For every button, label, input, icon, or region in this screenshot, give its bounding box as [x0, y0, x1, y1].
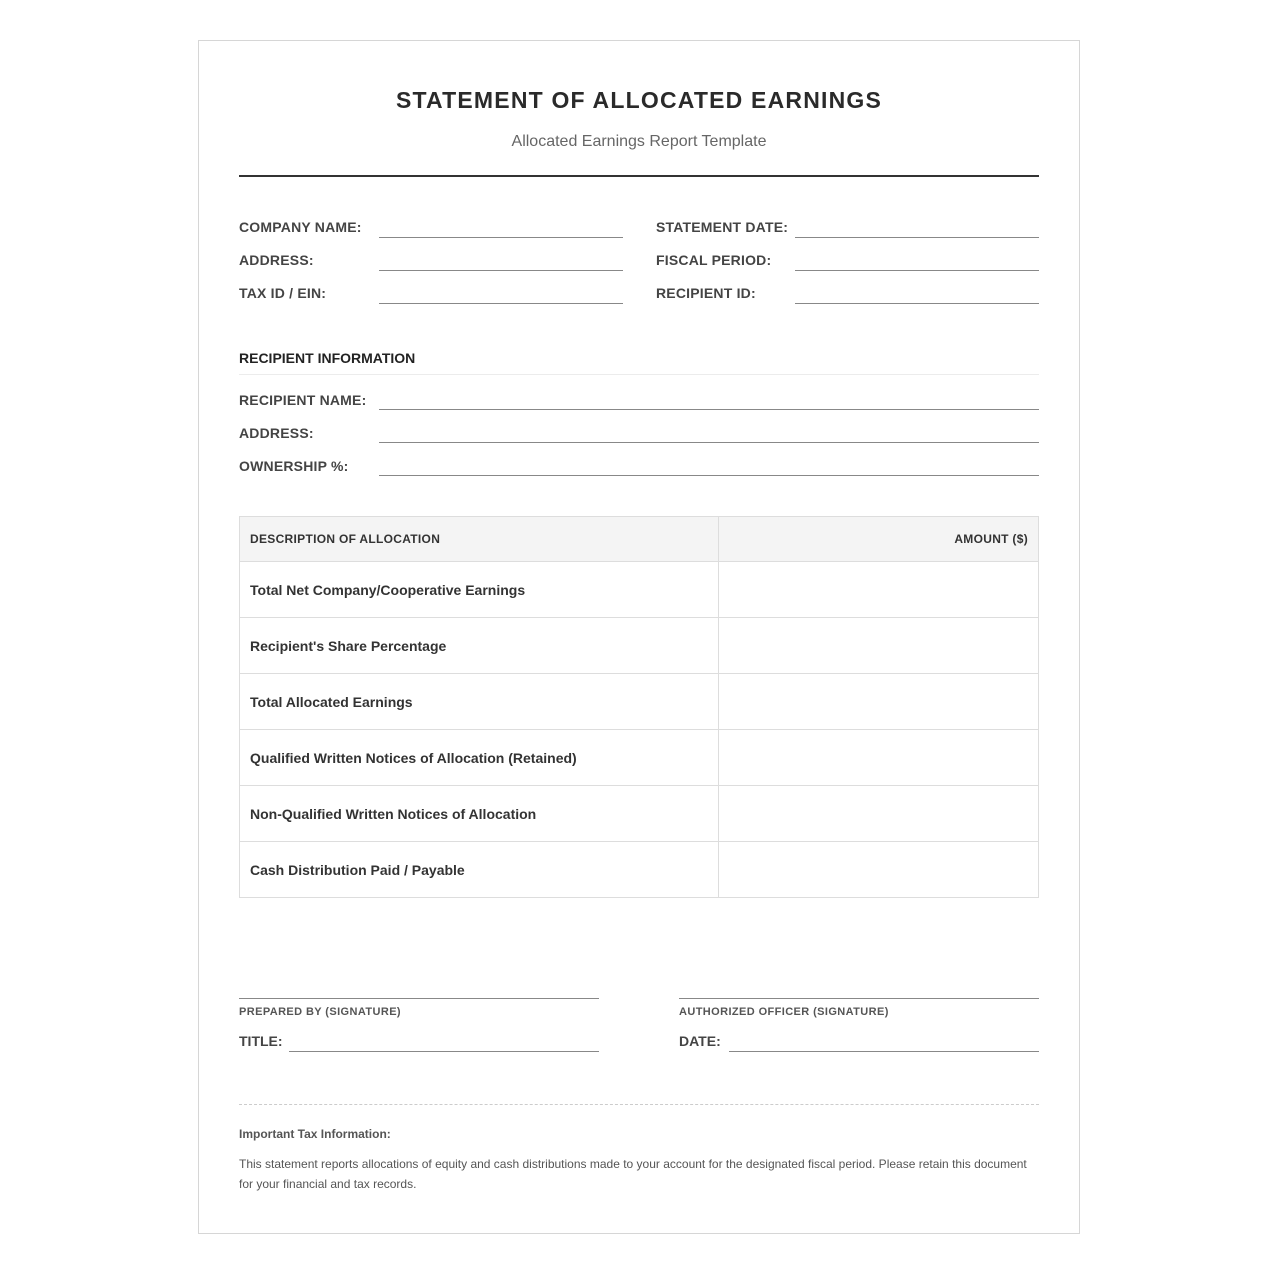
- recipient-section-divider: [239, 374, 1039, 375]
- description-column-header: DESCRIPTION OF ALLOCATION: [240, 517, 719, 562]
- title-label: TITLE:: [239, 1033, 283, 1049]
- table-row: [240, 562, 1039, 618]
- title-field[interactable]: [289, 1051, 599, 1052]
- recipient-id-field[interactable]: [795, 303, 1039, 304]
- ownership-label: OWNERSHIP %:: [239, 458, 349, 474]
- statement-date-field[interactable]: [795, 237, 1039, 238]
- allocation-description: Qualified Written Notices of Allocation (Retained): [240, 730, 719, 786]
- recipient-address-label: ADDRESS:: [239, 425, 314, 441]
- company-name-label: COMPANY NAME:: [239, 219, 362, 235]
- recipient-section-heading: RECIPIENT INFORMATION: [239, 350, 416, 366]
- authorized-officer-signature-line[interactable]: [679, 998, 1039, 999]
- document-title: STATEMENT OF ALLOCATED EARNINGS: [395, 87, 883, 113]
- prepared-by-caption: PREPARED BY (SIGNATURE): [239, 1006, 401, 1018]
- recipient-address-field[interactable]: [379, 442, 1039, 443]
- date-field[interactable]: [729, 1051, 1039, 1052]
- allocation-amount-cell[interactable]: [719, 618, 1039, 674]
- allocation-description: Total Net Company/Cooperative Earnings: [240, 562, 719, 618]
- allocation-amount-cell[interactable]: [719, 786, 1039, 842]
- fiscal-period-field[interactable]: [795, 270, 1039, 271]
- tax-info-body: This statement reports allocations of equity and cash distributions made to your account for the designated fiscal period. Please retain this document for your financial and tax records.: [239, 1157, 1027, 1191]
- fiscal-period-label: FISCAL PERIOD:: [656, 252, 772, 268]
- company-address-field[interactable]: [379, 270, 623, 271]
- tax-info-divider: [239, 1104, 1039, 1105]
- tax-id-field[interactable]: [379, 303, 623, 304]
- allocation-amount-cell[interactable]: [719, 730, 1039, 786]
- company-address-label: ADDRESS:: [239, 252, 314, 268]
- document-subtitle: Allocated Earnings Report Template: [511, 133, 767, 150]
- allocation-amount-cell[interactable]: [719, 562, 1039, 618]
- recipient-name-label: RECIPIENT NAME:: [239, 392, 367, 408]
- table-header-row: [240, 517, 1039, 562]
- authorized-officer-caption: AUTHORIZED OFFICER (SIGNATURE): [679, 1006, 889, 1018]
- allocation-description: Cash Distribution Paid / Payable: [240, 842, 719, 898]
- prepared-by-signature-line[interactable]: [239, 998, 599, 999]
- date-label: DATE:: [679, 1033, 721, 1049]
- allocation-description: Recipient's Share Percentage: [240, 618, 719, 674]
- allocation-amount-cell[interactable]: [719, 842, 1039, 898]
- allocation-amount-cell[interactable]: [719, 674, 1039, 730]
- table-row: [240, 786, 1039, 842]
- title-divider: [239, 175, 1039, 177]
- allocation-description: Total Allocated Earnings: [240, 674, 719, 730]
- table-row: [240, 842, 1039, 898]
- recipient-id-label: RECIPIENT ID:: [656, 285, 756, 301]
- allocation-description: Non-Qualified Written Notices of Allocation: [240, 786, 719, 842]
- table-row: [240, 674, 1039, 730]
- statement-date-label: STATEMENT DATE:: [656, 219, 789, 235]
- ownership-field[interactable]: [379, 475, 1039, 476]
- table-row: [240, 618, 1039, 674]
- tax-id-label: TAX ID / EIN:: [239, 285, 327, 301]
- tax-info-heading: Important Tax Information:: [239, 1127, 391, 1141]
- recipient-name-field[interactable]: [379, 409, 1039, 410]
- company-name-field[interactable]: [379, 237, 623, 238]
- amount-column-header: AMOUNT ($): [719, 517, 1039, 562]
- allocation-table: [239, 516, 1039, 898]
- table-row: [240, 730, 1039, 786]
- statement-page: [198, 40, 1080, 1234]
